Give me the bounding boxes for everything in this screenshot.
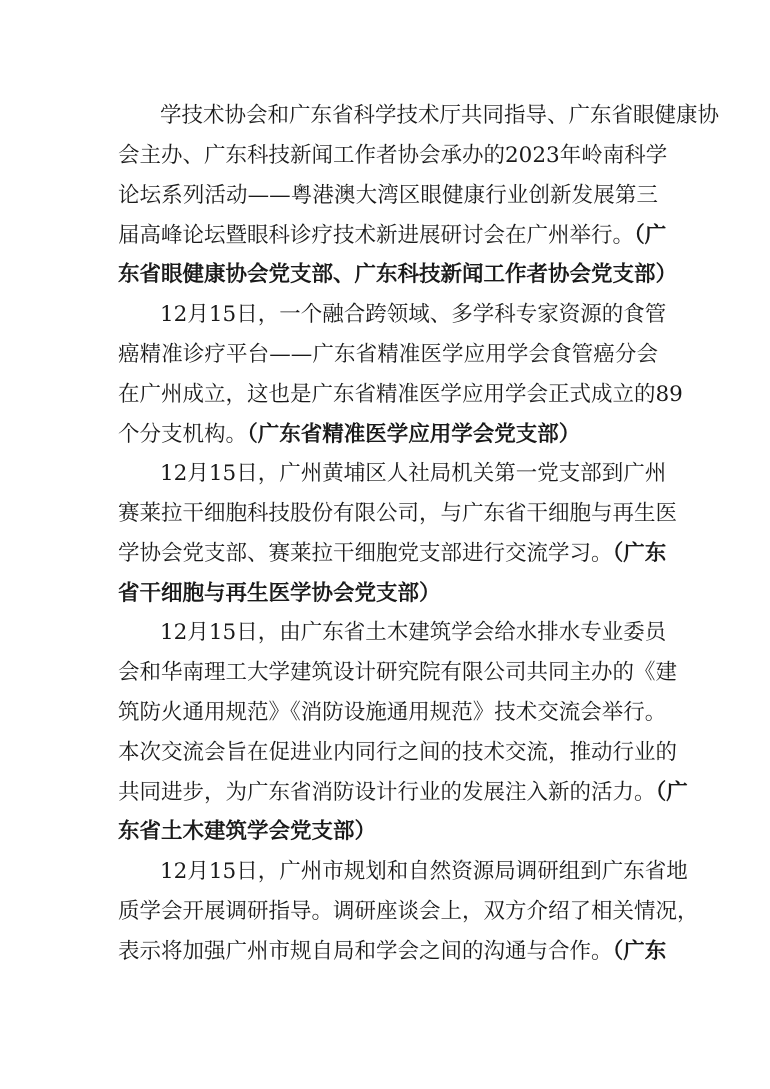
body-text: 届高峰论坛暨眼科诊疗技术新进展研讨会在广州举行。: [118, 223, 635, 248]
paragraph-1-line-1: [160, 101, 720, 131]
source-attribution: 省干细胞与再生医学协会党支部）: [118, 581, 441, 606]
body-text: 论坛系列活动——粤港澳大湾区眼健康行业创新发展第三: [118, 183, 658, 208]
paragraph-1-line-3: [118, 181, 658, 211]
paragraph-1-line-5: [118, 260, 678, 290]
paragraph-1-line-2: [118, 141, 668, 171]
source-attribution: （广东省精准医学应用学会党支部）: [247, 422, 581, 447]
body-text: 本次交流会旨在促进业内同行之间的技术交流，推动行业的: [118, 740, 678, 765]
paragraph-5-line-2: [118, 897, 699, 927]
paragraph-4-line-3: [118, 698, 667, 728]
paragraph-2-line-2: [118, 340, 658, 370]
body-text: 个分支机构。: [118, 422, 248, 447]
body-text: 在广州成立，这也是广东省精准医学应用学会正式成立的89: [118, 382, 683, 407]
body-text: 质学会开展调研指导。调研座谈会上，双方介绍了相关情况，: [118, 899, 699, 924]
paragraph-2-line-1: [160, 300, 667, 330]
body-text: 12月15日，由广东省土木建筑学会给水排水专业委员: [160, 620, 667, 645]
body-text: 会和华南理工大学建筑设计研究院有限公司共同主办的《建: [118, 660, 678, 685]
body-text: 筑防火通用规范》《消防设施通用规范》技术交流会举行。: [118, 700, 667, 725]
paragraph-3-line-3: [118, 539, 667, 569]
paragraph-1-line-4: [118, 221, 667, 251]
paragraph-3-line-4: [118, 579, 658, 609]
paragraph-3-line-1: [160, 459, 667, 489]
paragraph-4-line-4: [118, 738, 678, 768]
paragraph-4-line-6: [118, 817, 658, 847]
source-attribution: （广东: [612, 541, 667, 566]
paragraph-4-line-2: [118, 658, 678, 688]
paragraph-3-line-2: [118, 499, 678, 529]
body-text: 学协会党支部、赛莱拉干细胞党支部进行交流学习。: [118, 541, 613, 566]
body-text: 癌精准诊疗平台——广东省精准医学应用学会食管癌分会: [118, 342, 658, 367]
source-attribution: （广: [634, 223, 667, 248]
body-text: 12月15日，广州黄埔区人社局机关第一党支部到广州: [160, 461, 667, 486]
source-attribution: （广: [655, 780, 688, 805]
paragraph-5-line-3: [118, 937, 667, 967]
source-attribution: 东省土木建筑学会党支部）: [118, 819, 377, 844]
body-text: 会主办、广东科技新闻工作者协会承办的2023年岭南科学: [118, 143, 668, 168]
paragraph-4-line-1: [160, 618, 667, 648]
body-text: 表示将加强广州市规自局和学会之间的沟通与合作。: [118, 939, 613, 964]
body-text: 12月15日，广州市规划和自然资源局调研组到广东省地: [160, 859, 688, 884]
body-text: 学技术协会和广东省科学技术厅共同指导、广东省眼健康协: [160, 103, 720, 128]
body-text: 赛莱拉干细胞科技股份有限公司，与广东省干细胞与再生医: [118, 501, 678, 526]
paragraph-2-line-4: [118, 420, 658, 450]
paragraph-4-line-5: [118, 778, 688, 808]
source-attribution: 东省眼健康协会党支部、广东科技新闻工作者协会党支部）: [118, 262, 678, 287]
paragraph-2-line-3: [118, 380, 683, 410]
body-text: 共同进步，为广东省消防设计行业的发展注入新的活力。: [118, 780, 656, 805]
body-text: 12月15日，一个融合跨领域、多学科专家资源的食管: [160, 302, 667, 327]
paragraph-5-line-1: [160, 857, 688, 887]
source-attribution: （广东: [612, 939, 667, 964]
